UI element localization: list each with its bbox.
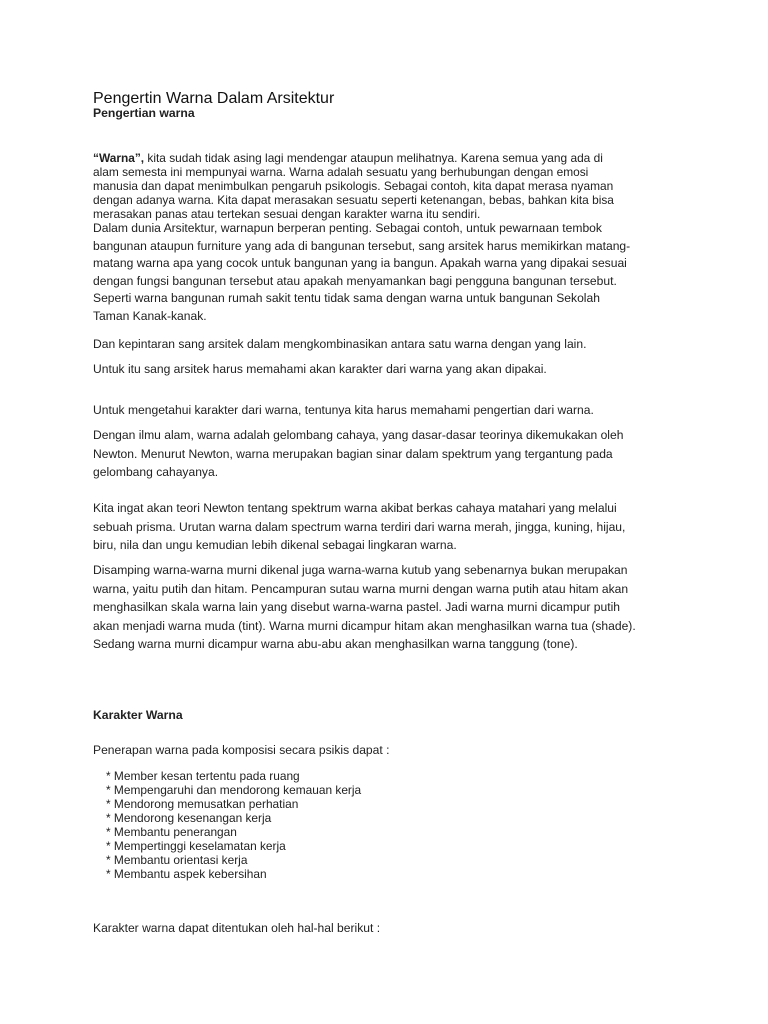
list-item: * Mendorong kesenangan kerja: [106, 811, 272, 825]
paragraph-line: menghasilkan skala warna lain yang disebut warna-warna pastel. Jadi warna murni dicampur putih: [93, 600, 621, 614]
paragraph-karakter-ditentukan: Karakter warna dapat ditentukan oleh hal-hal berikut :: [93, 921, 381, 935]
paragraph-line: bangunan ataupun furniture yang ada di bangunan tersebut, sang arsitek harus memikirkan matang-: [93, 238, 631, 253]
intro-paragraph: [93, 151, 663, 221]
heading-karakter-warna: Karakter Warna: [93, 708, 183, 722]
paragraph-line: matang warna apa yang cocok untuk bangunan yang ia bangun. Apakah warna yang dipakai sesuai: [93, 256, 627, 271]
paragraph-line: Seperti warna bangunan rumah sakit tentu tidak sama dengan warna untuk bangunan Sekolah: [93, 291, 600, 306]
paragraph-line: Kita ingat akan teori Newton tentang spektrum warna akibat berkas cahaya matahari yang melalui: [93, 501, 617, 515]
paragraph-line: Sedang warna murni dicampur warna abu-abu akan menghasilkan warna tanggung (tone).: [93, 637, 578, 651]
paragraph-line: Dalam dunia Arsitektur, warnapun berperan penting. Sebagai contoh, untuk pewarnaan tembok: [93, 221, 602, 235]
list-item: * Mendorong memusatkan perhatian: [106, 797, 299, 811]
paragraph-line: dengan fungsi bangunan tersebut atau apakah menyamankan bagi pengguna bangunan tersebut.: [93, 273, 617, 288]
paragraph-newton: [93, 499, 663, 555]
list-item: * Mempertinggi keselamatan kerja: [106, 839, 286, 853]
list-item: * Member kesan tertentu pada ruang: [106, 769, 300, 783]
intro-line: kita sudah tidak asing lagi mendengar ataupun melihatnya. Karena semua yang ada di: [144, 151, 603, 165]
paragraph-disamping: [93, 561, 663, 654]
paragraph-memahami: Untuk itu sang arsitek harus memahami akan karakter dari warna yang akan dipakai.: [93, 362, 547, 376]
list-item: * Membantu aspek kebersihan: [106, 867, 267, 881]
paragraph-line: akan menjadi warna muda (tint). Warna murni dicampur hitam akan menghasilkan warna tua (shade).: [93, 618, 636, 633]
paragraph-mengetahui: Untuk mengetahui karakter dari warna, tentunya kita harus memahami pengertian dari warna.: [93, 403, 594, 417]
list-item: * Membantu orientasi kerja: [106, 853, 248, 867]
paragraph-line: warna, yaitu putih dan hitam. Pencampuran sutau warna murni dengan warna putih atau hitam akan: [93, 581, 629, 596]
intro-line: alam semesta ini mempunyai warna. Warna adalah sesuatu yang berhubungan dengan emosi: [93, 165, 589, 179]
list-item: * Membantu penerangan: [106, 825, 237, 839]
paragraph-line: Newton. Menurut Newton, warna merupakan bagian sinar dalam spektrum yang tergantung pada: [93, 446, 613, 461]
paragraph-line: Disamping warna-warna murni dikenal juga warna-warna kutub yang sebenarnya bukan merupakan: [93, 563, 628, 577]
section-subtitle-pengertian: Pengertian warna: [93, 106, 195, 120]
intro-line: merasakan panas atau tertekan sesuai dengan karakter warna itu sendiri.: [93, 207, 481, 221]
page-title: Pengertin Warna Dalam Arsitektur: [93, 90, 335, 107]
paragraph-line: Taman Kanak-kanak.: [93, 308, 207, 323]
list-item: * Mempengaruhi dan mendorong kemauan kerja: [106, 783, 362, 797]
paragraph-line: gelombang cahayanya.: [93, 465, 219, 479]
intro-line: manusia dan dapat menimbulkan pengaruh psikologis. Sebagai contoh, kita dapat merasa nyaman: [93, 179, 614, 193]
intro-lead-term: “Warna”,: [93, 151, 145, 165]
paragraph-line: sebuah prisma. Urutan warna dalam spectrum warna terdiri dari warna merah, jingga, kuning, hijau,: [93, 519, 626, 534]
paragraph-ilmu-alam: [93, 426, 663, 482]
paragraph-arsitektur: [93, 220, 663, 326]
paragraph-kepintaran: Dan kepintaran sang arsitek dalam mengkombinasikan antara satu warna dengan yang lain.: [93, 337, 587, 351]
paragraph-line: Dengan ilmu alam, warna adalah gelombang cahaya, yang dasar-dasar teorinya dikemukakan oleh: [93, 428, 624, 442]
intro-line: dengan adanya warna. Kita dapat merasakan sesuatu seperti ketenangan, bebas, bahkan kita bisa: [93, 193, 614, 207]
paragraph-line: biru, nila dan ungu kemudian lebih dikenal sebagai lingkaran warna.: [93, 538, 457, 552]
paragraph-penerapan: Penerapan warna pada komposisi secara psikis dapat :: [93, 743, 390, 757]
psikis-effects-list: [106, 769, 361, 881]
